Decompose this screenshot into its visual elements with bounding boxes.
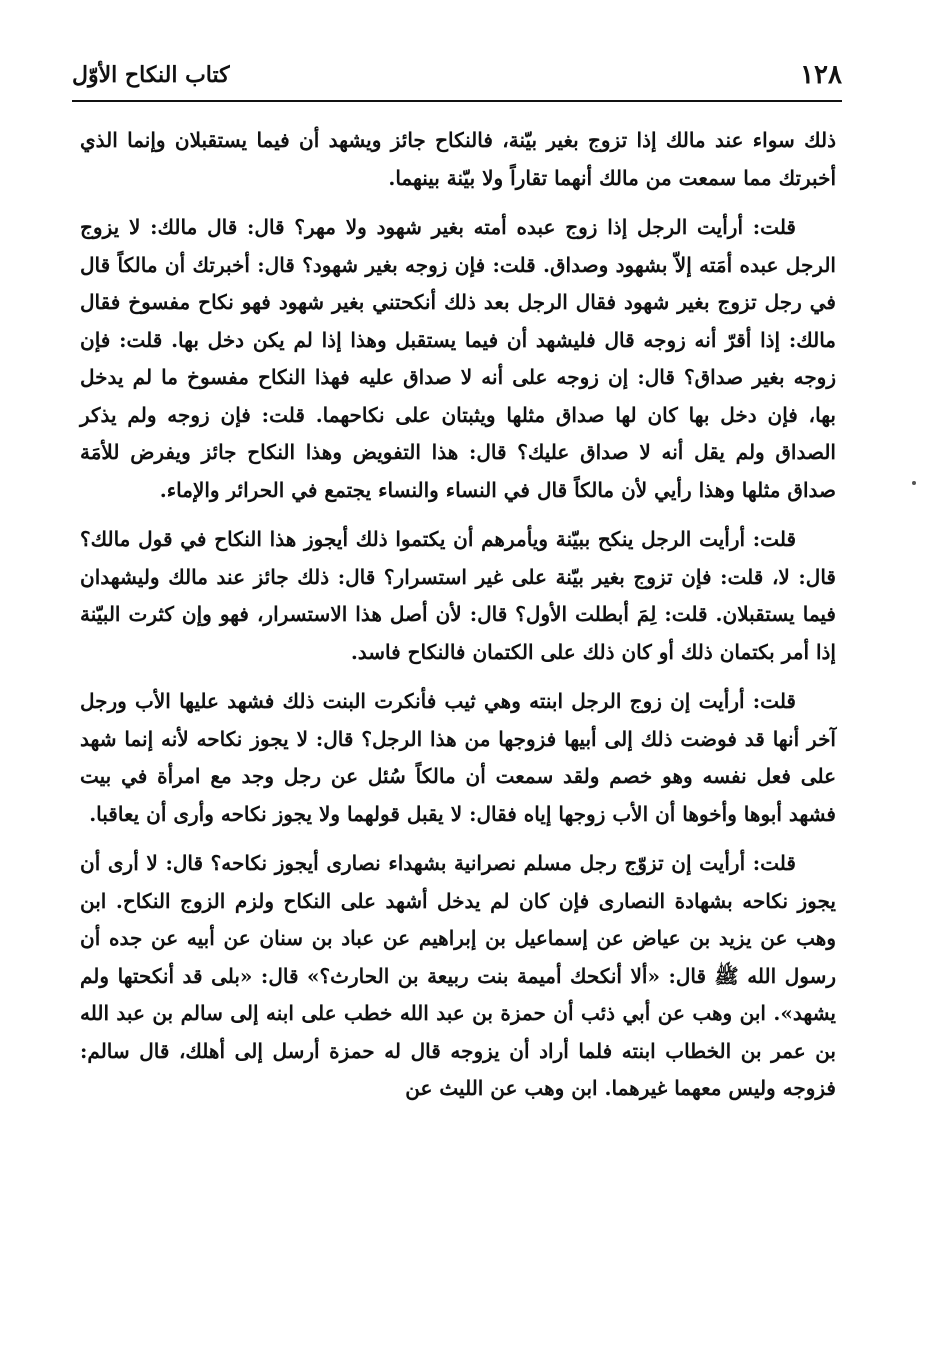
margin-speck [912, 481, 916, 485]
page-body [80, 122, 836, 1120]
paragraph-2: قلت: أرأيت الرجل إذا زوج عبده أمته بغير شهود ولا مهر؟ قال: قال مالك: لا يزوج الرجل عبده أمَته إلاّ بشهود وصداق. قلت: فإن زوجه بغير شهود؟ قال: أخبرتك أن مالكاً قال في رجل تزوج بغير شهود فقال الرجل بعد ذلك أنكحتني بغير شهود فهو نكاح مفسوخ فقال مالك: إذا أقرّ أنه زوجه قال فليشهد أن فيما يستقبل وهذا إذا لم يكن دخل بها. قلت: فإن زوجه بغير صداق؟ قال: إن زوجه على أنه لا صداق عليه فهذا النكاح مفسوخ ما لم يدخل بها، فإن دخل بها كان لها صداق مثلها ويثبتان على نكاحهما. قلت: فإن زوجه ولم يذكر الصداق ولم يقل أنه لا صداق عليك؟ قال: هذا التفويض وهذا النكاح جائز ويفرض للأمَة صداق مثلها وهذا رأيي لأن مالكاً قال في النساء والنساء يجتمع في الحرائر والإماء. [80, 215, 836, 502]
running-title: كتاب النكاح الأوّل [72, 62, 230, 88]
paragraph-3: قلت: أرأيت الرجل ينكح ببيّنة ويأمرهم أن يكتموا ذلك أيجوز هذا النكاح في قول مالك؟ قال: لا، قلت: فإن تزوج بغير بيّنة على غير استسرار؟ قال: ذلك جائز عند مالك وليشهدان فيما يستقبلان. قلت: لِمَ أبطلت الأول؟ قال: لأن أصل هذا الاستسرار، فهو وإن كثرت البيّنة إذا أمر بكتمان ذلك أو كان ذلك على الكتمان فالنكاح فاسد. [80, 527, 836, 664]
page-header [72, 58, 842, 98]
page-number: ١٢٨ [800, 60, 842, 90]
paragraph-4: قلت: أرأيت إن زوج الرجل ابنته وهي ثيب فأنكرت البنت ذلك فشهد عليها الأب ورجل آخر أنها قد فوضت ذلك إلى أبيها فزوجها من هذا الرجل؟ قال: لا يجوز نكاحه لأنه إنما شهد على فعل نفسه وهو خصم ولقد سمعت أن مالكاً سُئل عن رجل وجد مع امرأة في بيت فشهد أبوها وأخوها أن الأب زوجها إياه فقال: لا يقبل قولهما ولا يجوز نكاحه وأرى أن يعاقبا. [80, 689, 836, 826]
paragraph-1: ذلك سواء عند مالك إذا تزوج بغير بيّنة، فالنكاح جائز ويشهد أن فيما يستقبلان وإنما الذي أخبرتك مما سمعت من مالك أنهما تقاراً ولا بيّنة بينهما. [80, 128, 836, 190]
paragraph-5: قلت: أرأيت إن تزوّج رجل مسلم نصرانية بشهداء نصارى أيجوز نكاحه؟ قال: لا أرى أن يجوز نكاحه بشهادة النصارى فإن كان لم يدخل أشهد على النكاح ولزم الزوج النكاح. ابن وهب عن يزيد بن عياض عن إسماعيل بن إبراهيم عن عباد بن سنان عن أبيه عن جده أن رسول الله ﷺ قال: «ألا أنكحك أميمة بنت ربيعة بن الحارث؟» قال: «بلى قد أنكحتها ولم يشهد». ابن وهب عن أبي ذئب أن حمزة بن عبد الله خطب على ابنه إلى سالم بن عبد الله بن عمر بن الخطاب ابنته فلما أراد أن يزوجه قال له حمزة أرسل إلى أهلك، قال سالم: فزوجه وليس معهما غيرهما. ابن وهب عن الليث عن [80, 851, 836, 1100]
header-divider [72, 100, 842, 102]
